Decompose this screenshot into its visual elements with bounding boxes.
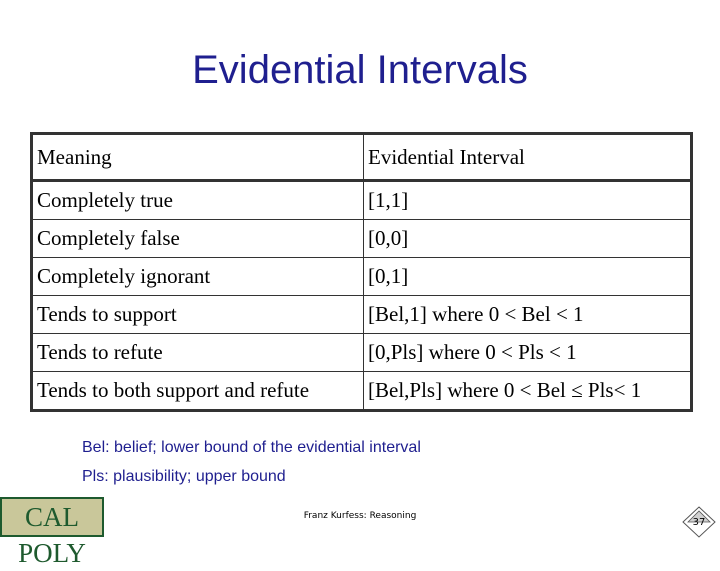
table-header-row bbox=[32, 134, 692, 181]
header-evidential-interval: Evidential Interval bbox=[364, 134, 692, 181]
note-pls: Pls: plausibility; upper bound bbox=[82, 468, 286, 485]
table-row bbox=[32, 296, 692, 334]
row-interval: [0,Pls] where 0 < Pls < 1 bbox=[364, 334, 692, 372]
page-number-badge bbox=[682, 506, 716, 538]
row-interval: [Bel,1] where 0 < Bel < 1 bbox=[364, 296, 692, 334]
row-meaning: Completely false bbox=[32, 220, 364, 258]
header-meaning: Meaning bbox=[32, 134, 364, 181]
row-meaning: Completely ignorant bbox=[32, 258, 364, 296]
cal-poly-logo: CAL POLY bbox=[0, 497, 104, 537]
note-bel: Bel: belief; lower bound of the evidential interval bbox=[82, 439, 421, 456]
notes bbox=[82, 433, 421, 491]
row-meaning: Tends to refute bbox=[32, 334, 364, 372]
table-row bbox=[32, 372, 692, 411]
table-row bbox=[32, 220, 692, 258]
evidential-interval-table bbox=[30, 132, 693, 412]
row-interval: [0,1] bbox=[364, 258, 692, 296]
slide-title: Evidential Intervals bbox=[192, 48, 528, 92]
row-meaning: Tends to both support and refute bbox=[32, 372, 364, 411]
footer-author: Franz Kurfess: Reasoning bbox=[303, 511, 417, 521]
page-number: 37 bbox=[692, 517, 706, 528]
row-interval: [Bel,Pls] where 0 < Bel ≤ Pls< 1 bbox=[364, 372, 692, 411]
table-row bbox=[32, 334, 692, 372]
row-meaning: Completely true bbox=[32, 181, 364, 220]
row-meaning: Tends to support bbox=[32, 296, 364, 334]
table-row bbox=[32, 258, 692, 296]
row-interval: [1,1] bbox=[364, 181, 692, 220]
table-row bbox=[32, 181, 692, 220]
row-interval: [0,0] bbox=[364, 220, 692, 258]
